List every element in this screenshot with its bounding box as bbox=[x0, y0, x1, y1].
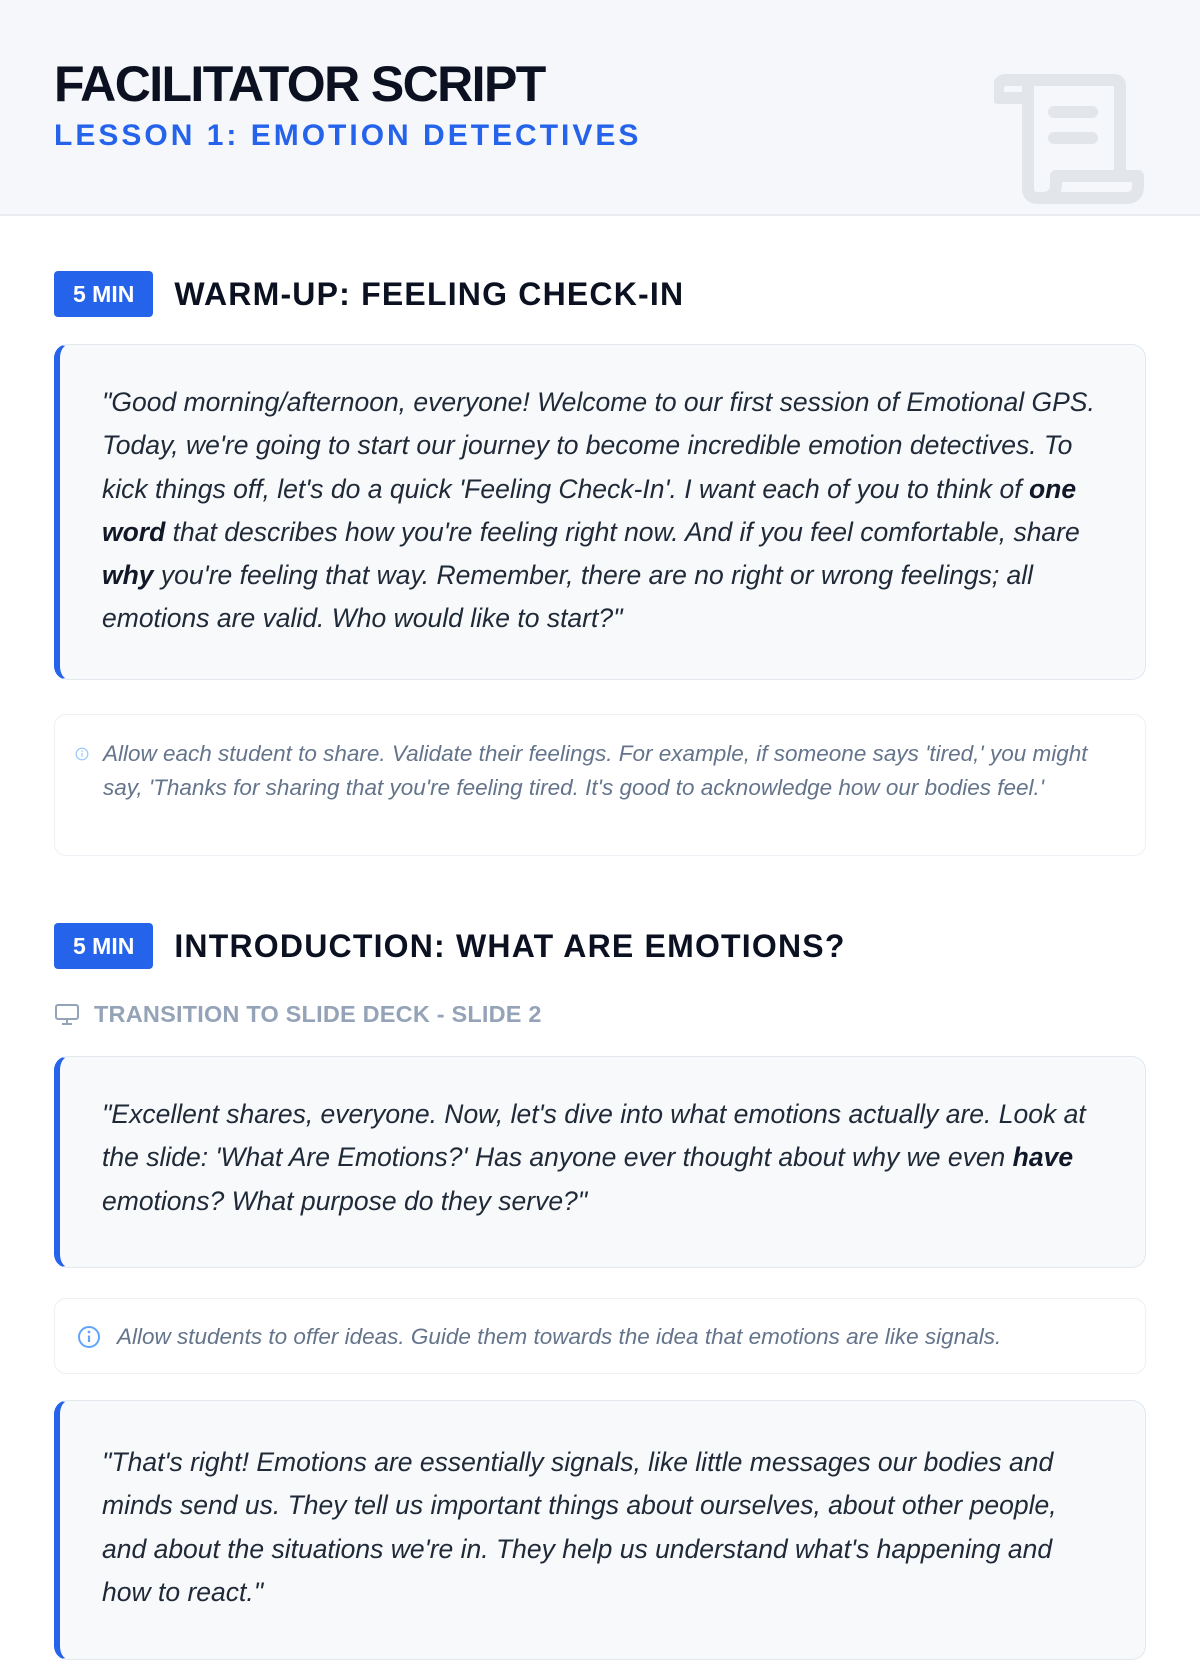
slide-transition-line bbox=[54, 999, 1146, 1029]
script-box-signals bbox=[54, 1400, 1146, 1660]
section-heading bbox=[54, 922, 1146, 970]
time-badge: 5 MIN bbox=[54, 923, 153, 969]
page-header bbox=[0, 0, 1200, 216]
lesson-subtitle: LESSON 1: EMOTION DETECTIVES bbox=[54, 119, 642, 152]
page-title: FACILITATOR SCRIPT bbox=[54, 56, 545, 112]
section-introduction bbox=[54, 922, 1146, 970]
facilitator-note-warm-up bbox=[54, 714, 1146, 856]
section-title: INTRODUCTION: WHAT ARE EMOTIONS? bbox=[174, 927, 846, 964]
section-warm-up bbox=[54, 270, 1146, 318]
section-title: WARM-UP: FEELING CHECK-IN bbox=[174, 275, 685, 312]
slide-transition-text: TRANSITION TO SLIDE DECK - SLIDE 2 bbox=[94, 1000, 542, 1027]
time-badge: 5 MIN bbox=[54, 271, 153, 317]
info-icon bbox=[75, 747, 89, 761]
script-box-warm-up bbox=[54, 344, 1146, 680]
note-box bbox=[54, 1298, 1146, 1374]
note-text: Allow students to offer ideas. Guide them towards the idea that emotions are like signals. bbox=[117, 1324, 1002, 1349]
facilitator-note-introduction bbox=[54, 1298, 1146, 1374]
script-quote: "Good morning/afternoon, everyone! Welcome to our first session of Emotional GPS. Today, we're going to start our journey to become incredible emotion detectives. To kick things off, let's do a quick 'Feeling Check-In'. I want each of you to think of one word that describes how you're feeling right now. And if you feel comfortable, share why you're feeling that way. Remember, there are no right or wrong feelings; all emotions are valid. Who would like to start?" bbox=[54, 344, 1146, 680]
script-quote: "Excellent shares, everyone. Now, let's dive into what emotions actually are. Look at the slide: 'What Are Emotions?' Has anyone ever thought about why we even have emotions? What purpose do they serve?" bbox=[54, 1056, 1146, 1268]
script-quote: "That's right! Emotions are essentially signals, like little messages our bodies and minds send us. They tell us important things about ourselves, about other people, and about the situations we're in. They help us understand what's happening and how to react." bbox=[54, 1400, 1146, 1660]
emphasis-text: one word bbox=[102, 473, 1077, 547]
emphasis-text: why bbox=[102, 560, 154, 591]
note-text: Allow each student to share. Validate their feelings. For example, if someone says 'tired,' you might say, 'Thanks for sharing that you're feeling tired. It's good to acknowledge how our bodies feel.' bbox=[103, 741, 1088, 800]
slide-transition bbox=[54, 999, 1146, 1029]
scroll-icon bbox=[994, 64, 1144, 204]
script-box-introduction bbox=[54, 1056, 1146, 1268]
info-icon bbox=[77, 1325, 101, 1349]
note-box bbox=[54, 714, 1146, 856]
section-heading bbox=[54, 270, 1146, 318]
monitor-icon bbox=[54, 1001, 80, 1027]
emphasis-text: have bbox=[1012, 1142, 1074, 1173]
